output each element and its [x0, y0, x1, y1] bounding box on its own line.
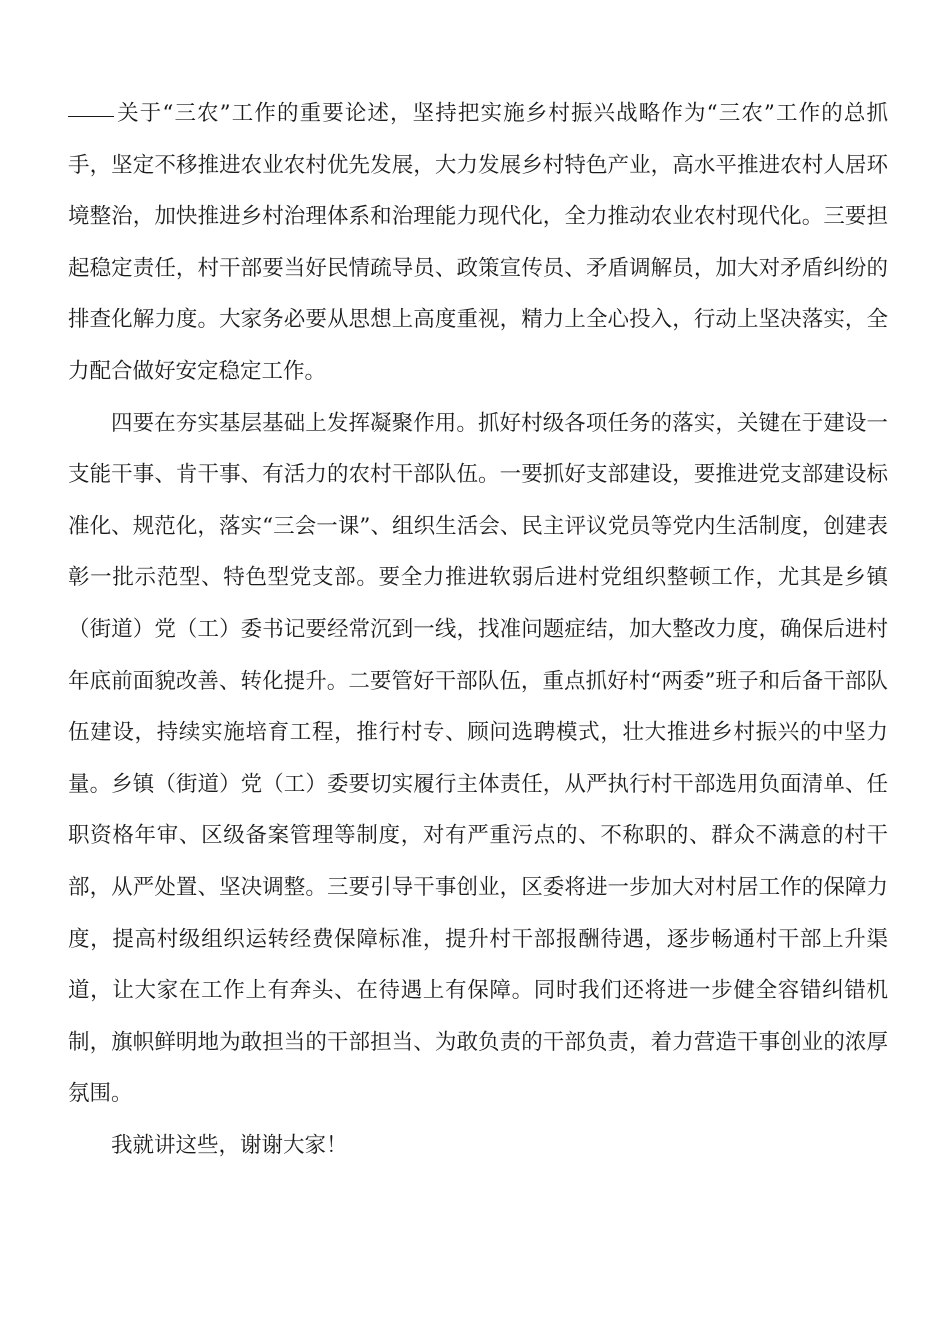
paragraph-3	[68, 1120, 888, 1172]
paragraph-2-text: 四要在夯实基层基础上发挥凝聚作用。抓好村级各项任务的落实，关键在于建设一支能干事、肯干事、有活力的农村干部队伍。一要抓好支部建设，要推进党支部建设标准化、规范化，落实“三会一课”、组织生活会、民主评议党员等党内生活制度，创建表彰一批示范型、特色型党支部。要全力推进软弱后进村党组织整顿工作，尤其是乡镇（街道）党（工）委书记要经常沉到一线，找准问题症结，加大整改力度，确保后进村年底前面貌改善、转化提升。二要管好干部队伍，重点抓好村“两委”班子和后备干部队伍建设，持续实施培育工程，推行村专、顾问选聘模式，壮大推进乡村振兴的中坚力量。乡镇（街道）党（工）委要切实履行主体责任，从严执行村干部选用负面清单、任职资格年审、区级备案管理等制度，对有严重污点的、不称职的、群众不满意的村干部，从严处置、坚决调整。三要引导干事创业，区委将进一步加大对村居工作的保障力度，提高村级组织运转经费保障标准，提升村干部报酬待遇，逐步畅通村干部上升渠道，让大家在工作上有奔头、在待遇上有保障。同时我们还将进一步健全容错纠错机制，旗帜鲜明地为敢担当的干部担当、为敢负责的干部负责，着力营造干事创业的浓厚氛围。	[68, 410, 888, 1107]
fill-in-blank	[68, 116, 114, 117]
document-page	[68, 88, 888, 1171]
paragraph-3-text: 我就讲这些，谢谢大家！	[111, 1132, 348, 1158]
paragraph-2	[68, 398, 888, 1120]
paragraph-1	[68, 88, 888, 398]
paragraph-1-text: 关于“三农”工作的重要论述，坚持把实施乡村振兴战略作为“三农”工作的总抓手，坚定不移推进农业农村优先发展，大力发展乡村特色产业，高水平推进农村人居环境整治，加快推进乡村治理体系和治理能力现代化，全力推动农业农村现代化。三要担起稳定责任，村干部要当好民情疏导员、政策宣传员、矛盾调解员，加大对矛盾纠纷的排查化解力度。大家务必要从思想上高度重视，精力上全心投入，行动上坚决落实，全力配合做好安定稳定工作。	[68, 101, 888, 384]
